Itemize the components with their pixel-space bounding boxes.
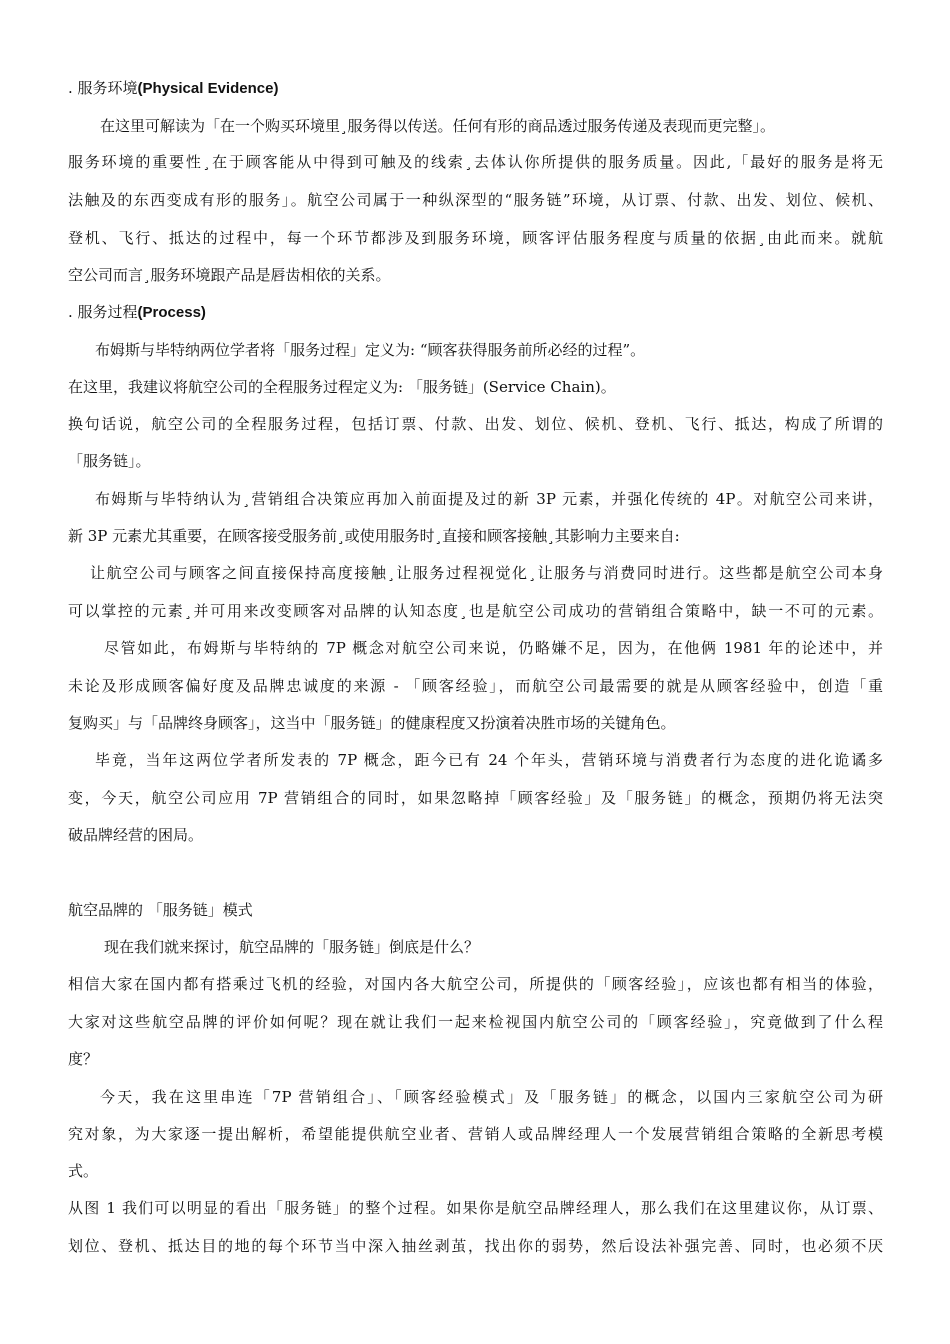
paragraph-line: 复购买」与「品牌终身顾客」，这当中「服务链」的健康程度又扮演着决胜市场的关键角色。	[68, 714, 676, 732]
heading-prefix: . 服务过程	[68, 303, 138, 321]
paragraph-line: 「服务链」。	[68, 452, 151, 470]
paragraph-line: 新 3P 元素尤其重要，在顾客接受服务前¸或使用服务时¸直接和顾客接触¸其影响力主要来自:	[68, 527, 680, 545]
paragraph-line: 破品牌经营的困局。	[68, 826, 204, 844]
paragraph-line: 空公司而言¸服务环境跟产品是唇齿相依的关系。	[68, 266, 391, 284]
document-page	[68, 0, 883, 1344]
heading-service-chain-model: 航空品牌的 「服务链」模式	[68, 901, 253, 919]
paragraph-line: 式。	[68, 1162, 99, 1180]
paragraph-line: 毕竟，当年这两位学者所发表的 7P 概念，距今已有 24 个年头，营销环境与消费者行为态度的进化诡谲多	[95, 751, 883, 769]
heading-prefix: . 服务环境	[68, 79, 138, 97]
paragraph-line: 布姆斯与毕特纳两位学者将「服务过程」定义为: “顾客获得服务前所必经的过程”。	[95, 341, 646, 359]
paragraph-line: 未论及形成顾客偏好度及品牌忠诚度的来源 - 「顾客经验」，而航空公司最需要的就是从顾客经验中，创造「重	[68, 677, 883, 695]
paragraph-line: 今天，我在这里串连「7P 营销组合」、「顾客经验模式」及「服务链」的概念，以国内三家航空公司为研	[100, 1088, 883, 1106]
paragraph-line: 究对象，为大家逐一提出解析，希望能提供航空业者、营销人或品牌经理人一个发展营销组合策略的全新思考模	[68, 1125, 883, 1143]
heading-process	[68, 302, 206, 322]
heading-physical-evidence	[68, 78, 278, 98]
paragraph-line: 让航空公司与顾客之间直接保持高度接触¸让服务过程视觉化¸让服务与消费同时进行。这些都是航空公司本身	[90, 564, 883, 582]
paragraph-line: 可以掌控的元素¸并可用来改变顾客对品牌的认知态度¸也是航空公司成功的营销组合策略中，缺一不可的元素。	[68, 602, 883, 620]
paragraph-line: 法触及的东西变成有形的服务」。航空公司属于一种纵深型的“服务链”环境，从订票、付款、出发、划位、候机、	[68, 191, 883, 209]
paragraph-line: 换句话说，航空公司的全程服务过程，包括订票、付款、出发、划位、候机、登机、飞行、抵达，构成了所谓的	[68, 415, 883, 433]
paragraph-line: 尽管如此，布姆斯与毕特纳的 7P 概念对航空公司来说，仍略嫌不足，因为，在他俩 1981 年的论述中，并	[104, 639, 883, 657]
paragraph-line: 现在我们就来探讨，航空品牌的「服务链」倒底是什么？	[104, 938, 480, 956]
paragraph-line: 度？	[68, 1050, 99, 1068]
paragraph-line: 从图 1 我们可以明显的看出「服务链」的整个过程。如果你是航空品牌经理人，那么我们在这里建议你，从订票、	[68, 1199, 883, 1217]
paragraph-line: 大家对这些航空品牌的评价如何呢？现在就让我们一起来检视国内航空公司的「顾客经验」，究竟做到了什么程	[68, 1013, 883, 1031]
paragraph-line: 登机、飞行、抵达的过程中，每一个环节都涉及到服务环境，顾客评估服务程度与质量的依据¸由此而来。就航	[68, 229, 883, 247]
heading-bold: (Physical Evidence)	[137, 80, 279, 97]
paragraph-line: 划位、登机、抵达目的地的每个环节当中深入抽丝剥茧，找出你的弱势，然后设法补强完善、同时，也必须不厌	[68, 1237, 883, 1255]
paragraph-line: 在这里，我建议将航空公司的全程服务过程定义为: 「服务链」(Service Chain)。	[68, 378, 616, 396]
paragraph-line: 在这里可解读为「在一个购买环境里¸服务得以传送。任何有形的商品透过服务传递及表现而更完整」。	[100, 117, 776, 135]
paragraph-line: 布姆斯与毕特纳认为¸营销组合决策应再加入前面提及过的新 3P 元素，并强化传统的 4P。对航空公司来讲，	[95, 490, 883, 508]
paragraph-line: 相信大家在国内都有搭乘过飞机的经验，对国内各大航空公司，所提供的「顾客经验」，应该也都有相当的体验，	[68, 975, 883, 993]
heading-bold: (Process)	[137, 304, 206, 321]
paragraph-line: 服务环境的重要性¸在于顾客能从中得到可触及的线索¸去体认你所提供的服务质量。因此,「最好的服务是将无	[68, 153, 883, 171]
paragraph-line: 变，今天，航空公司应用 7P 营销组合的同时，如果忽略掉「顾客经验」及「服务链」的概念，预期仍将无法突	[68, 789, 883, 807]
